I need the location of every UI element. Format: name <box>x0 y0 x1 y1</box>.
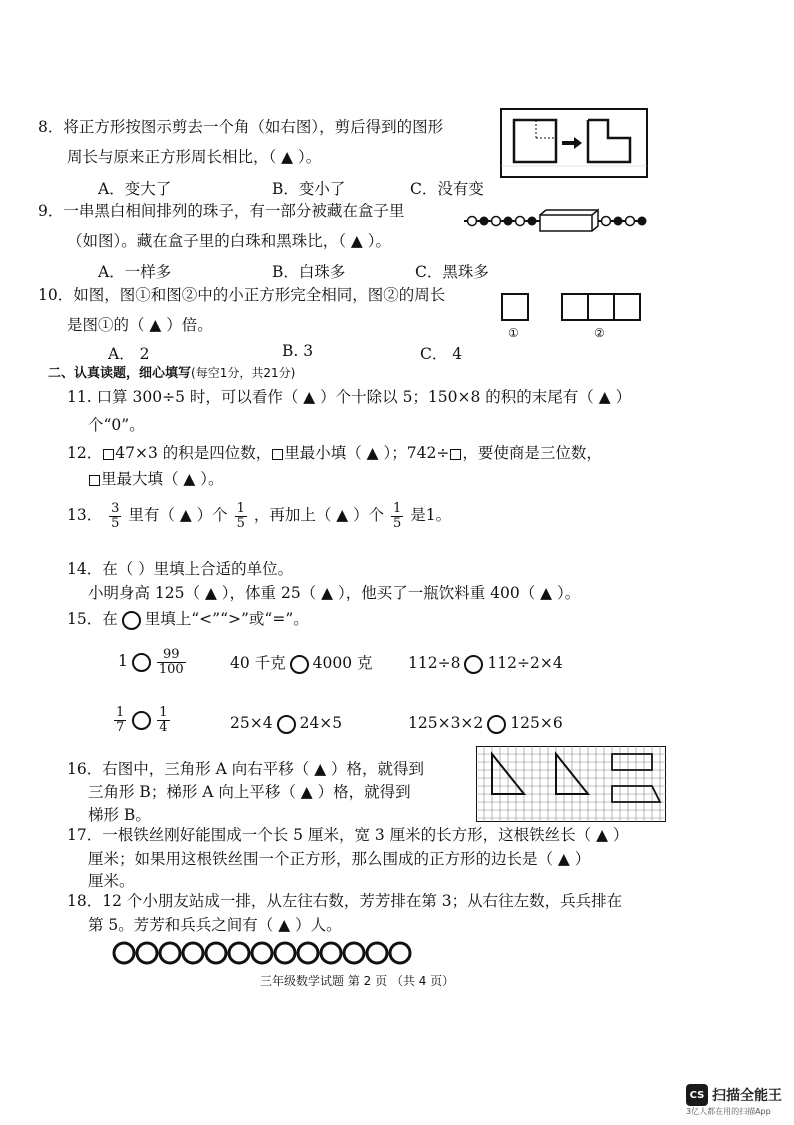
q15-r1c1-num: 99 <box>163 647 180 662</box>
section2-title-text: 二、认真读题，细心填写 <box>48 366 192 381</box>
q17-line3: 厘米。 <box>88 872 135 890</box>
q8-line2: 周长与原来正方形周长相比，（ ▲ ）。 <box>67 148 322 166</box>
q15-r1c3 <box>408 654 563 674</box>
q10-option-c[interactable]: C． 4 <box>420 345 463 363</box>
q8-figure <box>500 108 648 178</box>
q13-f1-den: 5 <box>111 515 120 531</box>
q9-line1: 9．一串黑白相间排列的珠子，有一部分被藏在盒子里 <box>38 202 405 220</box>
q15-r2c2-left: 25×4 <box>230 714 273 732</box>
q15-r2c1 <box>112 706 172 734</box>
q15-text-b: 里填上“<”“>”或“=”。 <box>144 610 309 628</box>
blank-box-icon <box>272 449 283 460</box>
q10-figure-1-label: ① <box>508 326 519 340</box>
q15-text-a: 15．在 <box>67 610 118 628</box>
q17-line2: 厘米；如果用这根铁丝围一个正方形，那么围成的正方形的边长是（ ▲ ） <box>88 850 591 868</box>
section2-note: (每空1分，共21分) <box>191 366 296 380</box>
q15-r1c1-den: 100 <box>158 661 184 677</box>
q8-option-b[interactable]: B．变小了 <box>272 180 346 198</box>
q15-r2c1-rnum: 1 <box>159 705 168 720</box>
q13-fraction-2 <box>235 502 247 530</box>
q17-line1: 17．一根铁丝刚好能围成一个长 5 厘米，宽 3 厘米的长方形，这根铁丝长（ ▲ ） <box>67 826 629 844</box>
q10-figure-2 <box>560 292 642 324</box>
page-footer: 三年级数学试题 第 2 页 （共 4 页） <box>260 974 455 988</box>
camscanner-tagline: 3亿人都在用的扫描App <box>686 1107 771 1116</box>
q10-option-b[interactable]: B. 3 <box>282 342 314 360</box>
q8-line1: 8．将正方形按图示剪去一个角（如右图），剪后得到的图形 <box>38 118 444 136</box>
q13-f1-num: 3 <box>111 501 120 516</box>
q9-option-b[interactable]: B．白珠多 <box>272 263 346 281</box>
compare-circle-icon[interactable] <box>132 653 151 672</box>
q15-r2c1-left-fraction <box>114 706 126 734</box>
q9-line2: （如图）。藏在盒子里的白珠和黑珠比，（ ▲ ）。 <box>67 232 392 250</box>
q11-line2: 个“0”。 <box>88 416 145 434</box>
camscanner-logo-icon: CS <box>686 1084 708 1106</box>
q15-r2c3-left: 125×3×2 <box>408 714 484 732</box>
q13-mid1: 里有（ ▲ ）个 <box>128 506 228 525</box>
q15-r2c3 <box>408 714 563 734</box>
section2-title <box>48 366 295 382</box>
q16-line3: 梯形 B。 <box>88 806 151 824</box>
q16-line1: 16．右图中，三角形 A 向右平移（ ▲ ）格，就得到 <box>67 760 425 778</box>
q15-r1c3-left: 112÷8 <box>408 654 461 672</box>
q13-f3-num: 1 <box>393 501 402 516</box>
q12-text-c: 里最小填（ ▲ ）；742÷ <box>284 444 450 462</box>
q15-line1 <box>67 610 309 630</box>
q15-r1c1 <box>118 648 188 676</box>
camscanner-name: 扫描全能王 <box>712 1088 782 1104</box>
q16-line2: 三角形 B；梯形 A 向上平移（ ▲ ）格，就得到 <box>88 783 411 801</box>
q15-r2c1-lden: 7 <box>116 719 125 735</box>
q12-line2 <box>88 470 224 489</box>
q14-line2: 小明身高 125（ ▲ ），体重 25（ ▲ ），他买了一瓶饮料重 400（ ▲ ）。 <box>88 584 581 602</box>
q10-figure-1 <box>500 292 532 324</box>
q15-r1c3-right: 112÷2×4 <box>487 654 563 672</box>
q8-option-a[interactable]: A．变大了 <box>98 180 172 198</box>
compare-circle-icon <box>122 611 141 630</box>
q15-r1c1-fraction <box>157 648 186 676</box>
q18-line1: 18．12 个小朋友站成一排，从左往右数，芳芳排在第 3；从右往左数，兵兵排在 <box>67 892 623 910</box>
q12-line1 <box>67 444 602 463</box>
q13-line <box>67 502 451 530</box>
q15-r1c2-right: 4000 克 <box>312 654 373 672</box>
q15-r2c1-rden: 4 <box>159 719 168 735</box>
q15-r1c2-left: 40 千克 <box>230 654 286 672</box>
blank-box-icon <box>89 475 100 486</box>
q8-option-c[interactable]: C．没有变 <box>410 180 484 198</box>
q15-r2c2 <box>230 714 342 734</box>
q9-option-a[interactable]: A．一样多 <box>98 263 172 281</box>
q10-option-a[interactable]: A． 2 <box>108 345 150 363</box>
q16-grid-figure <box>476 746 666 822</box>
q10-figure-2-label: ② <box>594 326 605 340</box>
q18-line2: 第 5。芳芳和兵兵之间有（ ▲ ）人。 <box>88 916 342 934</box>
q15-r2c3-right: 125×6 <box>510 714 563 732</box>
q12-text-b: 47×3 的积是四位数， <box>115 444 272 462</box>
q15-r1c2 <box>230 654 373 674</box>
q18-children-circles <box>112 940 418 966</box>
q14-line1: 14．在（ ）里填上合适的单位。 <box>67 560 294 578</box>
q15-r2c2-right: 24×5 <box>299 714 343 732</box>
q13-f3-den: 5 <box>393 515 402 531</box>
q15-r2c1-right-fraction <box>157 706 169 734</box>
q12-text-d: ，要使商是三位数， <box>462 444 602 462</box>
q13-post: 是1。 <box>410 506 452 525</box>
blank-box-icon <box>103 449 114 460</box>
q12-text-line2: 里最大填（ ▲ ）。 <box>101 470 224 488</box>
compare-circle-icon[interactable] <box>132 711 151 730</box>
q13-f2-num: 1 <box>236 501 245 516</box>
q13-f2-den: 5 <box>236 515 245 531</box>
camscanner-watermark <box>686 1084 782 1106</box>
compare-circle-icon[interactable] <box>487 715 506 734</box>
q13-number: 13． <box>67 506 103 525</box>
q10-line1: 10．如图，图①和图②中的小正方形完全相同，图②的周长 <box>38 286 446 304</box>
q10-line2: 是图①的（ ▲ ）倍。 <box>67 316 213 334</box>
q13-fraction-1 <box>109 502 121 530</box>
q9-option-c[interactable]: C．黑珠多 <box>415 263 489 281</box>
compare-circle-icon[interactable] <box>277 715 296 734</box>
q9-beads-figure <box>462 206 648 234</box>
q15-r2c1-lnum: 1 <box>116 705 125 720</box>
q11-line1: 11. 口算 300÷5 时，可以看作（ ▲ ）个十除以 5；150×8 的积的末尾有（ ▲ ） <box>67 388 632 406</box>
blank-box-icon <box>450 449 461 460</box>
q12-number: 12． <box>67 444 103 462</box>
compare-circle-icon[interactable] <box>290 655 309 674</box>
compare-circle-icon[interactable] <box>464 655 483 674</box>
q13-mid2: ，再加上（ ▲ ）个 <box>253 506 385 525</box>
q15-r1c1-left: 1 <box>118 652 128 671</box>
q13-fraction-3 <box>391 502 403 530</box>
